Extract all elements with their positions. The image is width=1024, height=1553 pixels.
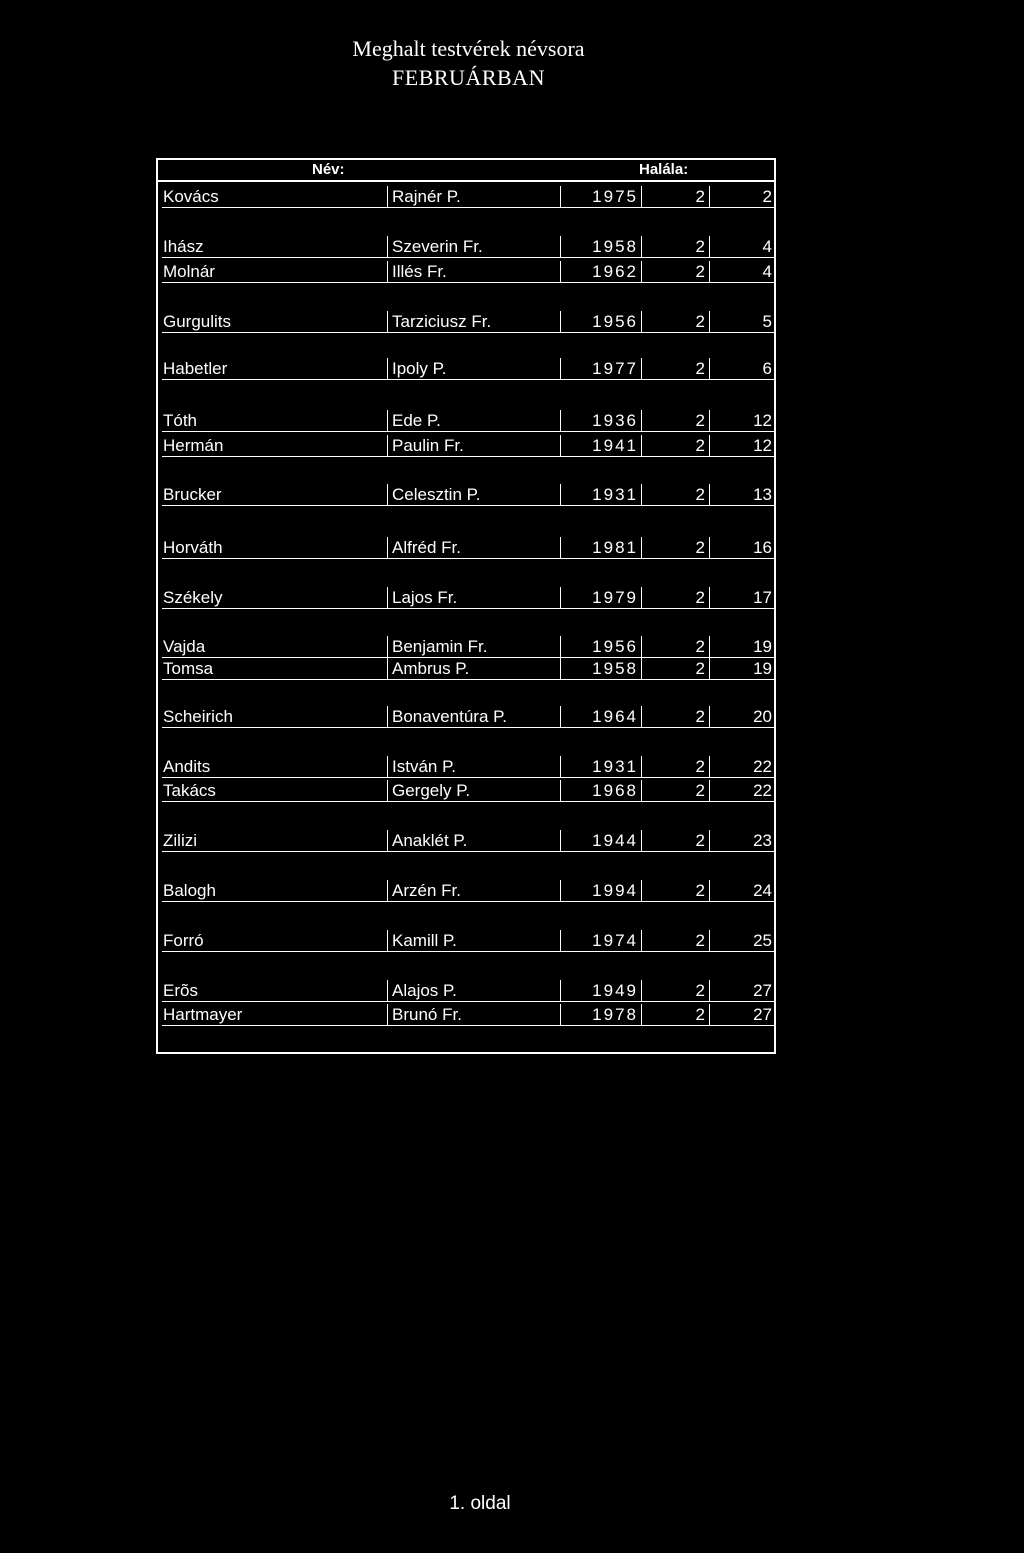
death-month: 2 bbox=[642, 780, 710, 801]
first-name: Tarziciusz Fr. bbox=[387, 311, 560, 332]
first-name: Gergely P. bbox=[387, 780, 560, 801]
table-row bbox=[162, 484, 774, 506]
death-month: 2 bbox=[642, 830, 710, 851]
death-year: 1978 bbox=[560, 1004, 642, 1025]
death-day: 16 bbox=[753, 538, 772, 557]
last-name: Tomsa bbox=[163, 659, 214, 678]
table-row bbox=[162, 186, 774, 208]
death-month: 2 bbox=[642, 636, 710, 657]
first-name: Ede P. bbox=[387, 410, 560, 431]
last-name: Hartmayer bbox=[163, 1005, 243, 1024]
last-name: Vajda bbox=[163, 637, 206, 656]
death-year: 1936 bbox=[560, 410, 642, 431]
last-name: Balogh bbox=[163, 881, 216, 900]
last-name: Gurgulits bbox=[163, 312, 232, 331]
last-name: Tóth bbox=[163, 411, 198, 430]
death-year: 1977 bbox=[560, 358, 642, 379]
death-day: 25 bbox=[753, 931, 772, 950]
death-day: 27 bbox=[753, 1005, 772, 1024]
page-title: Meghalt testvérek névsora bbox=[352, 36, 585, 61]
death-day: 13 bbox=[753, 485, 772, 504]
death-month: 2 bbox=[642, 587, 710, 608]
death-year: 1931 bbox=[560, 756, 642, 777]
table-header bbox=[158, 158, 774, 182]
death-day: 12 bbox=[753, 411, 772, 430]
last-name: Molnár bbox=[163, 262, 215, 281]
table-row bbox=[162, 410, 774, 432]
table-row bbox=[162, 537, 774, 559]
table-row bbox=[162, 435, 774, 457]
first-name: Bonaventúra P. bbox=[387, 706, 560, 727]
death-year: 1979 bbox=[560, 587, 642, 608]
death-month: 2 bbox=[642, 658, 710, 679]
death-day: 2 bbox=[762, 187, 772, 206]
first-name: Illés Fr. bbox=[387, 261, 560, 282]
first-name: Lajos Fr. bbox=[387, 587, 560, 608]
death-day: 4 bbox=[762, 262, 772, 281]
death-day: 4 bbox=[762, 237, 772, 256]
death-month: 2 bbox=[642, 980, 710, 1001]
table-row bbox=[162, 830, 774, 852]
header-death: Halála: bbox=[639, 161, 689, 178]
last-name: Brucker bbox=[163, 485, 222, 504]
table-row bbox=[162, 636, 774, 658]
last-name: Ihász bbox=[163, 237, 204, 256]
death-month: 2 bbox=[642, 930, 710, 951]
death-year: 1964 bbox=[560, 706, 642, 727]
first-name: Anaklét P. bbox=[387, 830, 560, 851]
death-year: 1962 bbox=[560, 261, 642, 282]
death-month: 2 bbox=[642, 261, 710, 282]
death-day: 6 bbox=[762, 359, 772, 378]
death-year: 1958 bbox=[560, 236, 642, 257]
first-name: Ambrus P. bbox=[387, 658, 560, 679]
table-row bbox=[162, 236, 774, 258]
death-month: 2 bbox=[642, 1004, 710, 1025]
table-row bbox=[162, 1004, 774, 1026]
first-name: Celesztin P. bbox=[387, 484, 560, 505]
first-name: Alajos P. bbox=[387, 980, 560, 1001]
first-name: Benjamin Fr. bbox=[387, 636, 560, 657]
death-day: 22 bbox=[753, 781, 772, 800]
death-month: 2 bbox=[642, 756, 710, 777]
death-day: 27 bbox=[753, 981, 772, 1000]
header-name: Név: bbox=[312, 161, 345, 178]
death-month: 2 bbox=[642, 435, 710, 456]
death-month: 2 bbox=[642, 358, 710, 379]
death-year: 1981 bbox=[560, 537, 642, 558]
death-month: 2 bbox=[642, 186, 710, 207]
first-name: Brunó Fr. bbox=[387, 1004, 560, 1025]
last-name: Scheirich bbox=[163, 707, 233, 726]
death-day: 5 bbox=[762, 312, 772, 331]
table-row bbox=[162, 311, 774, 333]
last-name: Kovács bbox=[163, 187, 219, 206]
page-number: 1. oldal bbox=[449, 1493, 511, 1514]
last-name: Habetler bbox=[163, 359, 228, 378]
table-row bbox=[162, 780, 774, 802]
table-row bbox=[162, 930, 774, 952]
first-name: István P. bbox=[387, 756, 560, 777]
table-row bbox=[162, 358, 774, 380]
death-month: 2 bbox=[642, 706, 710, 727]
death-day: 22 bbox=[753, 757, 772, 776]
death-year: 1975 bbox=[560, 186, 642, 207]
page-subtitle: FEBRUÁRBAN bbox=[392, 65, 545, 90]
first-name: Alfréd Fr. bbox=[387, 537, 560, 558]
death-year: 1949 bbox=[560, 980, 642, 1001]
last-name: Forró bbox=[163, 931, 204, 950]
last-name: Horváth bbox=[163, 538, 223, 557]
death-day: 19 bbox=[753, 637, 772, 656]
last-name: Székely bbox=[163, 588, 223, 607]
table-row bbox=[162, 261, 774, 283]
death-year: 1956 bbox=[560, 636, 642, 657]
table-row bbox=[162, 980, 774, 1002]
death-year: 1994 bbox=[560, 880, 642, 901]
table-row bbox=[162, 587, 774, 609]
death-month: 2 bbox=[642, 537, 710, 558]
death-month: 2 bbox=[642, 880, 710, 901]
death-day: 17 bbox=[753, 588, 772, 607]
death-year: 1956 bbox=[560, 311, 642, 332]
table-row bbox=[162, 658, 774, 680]
death-day: 23 bbox=[753, 831, 772, 850]
death-year: 1941 bbox=[560, 435, 642, 456]
death-day: 19 bbox=[753, 659, 772, 678]
last-name: Zilizi bbox=[163, 831, 197, 850]
first-name: Rajnér P. bbox=[387, 186, 560, 207]
death-month: 2 bbox=[642, 311, 710, 332]
last-name: Erõs bbox=[163, 981, 198, 1000]
first-name: Szeverin Fr. bbox=[387, 236, 560, 257]
table-row bbox=[162, 756, 774, 778]
first-name: Kamill P. bbox=[387, 930, 560, 951]
first-name: Arzén Fr. bbox=[387, 880, 560, 901]
death-month: 2 bbox=[642, 484, 710, 505]
deceased-table bbox=[156, 158, 776, 1054]
death-year: 1968 bbox=[560, 780, 642, 801]
death-day: 24 bbox=[753, 881, 772, 900]
last-name: Takács bbox=[163, 781, 216, 800]
last-name: Hermán bbox=[163, 436, 224, 455]
death-day: 12 bbox=[753, 436, 772, 455]
first-name: Ipoly P. bbox=[387, 358, 560, 379]
death-year: 1944 bbox=[560, 830, 642, 851]
death-year: 1958 bbox=[560, 658, 642, 679]
last-name: Andits bbox=[163, 757, 211, 776]
death-day: 20 bbox=[753, 707, 772, 726]
death-year: 1974 bbox=[560, 930, 642, 951]
death-month: 2 bbox=[642, 236, 710, 257]
death-year: 1931 bbox=[560, 484, 642, 505]
table-row bbox=[162, 706, 774, 728]
table-row bbox=[162, 880, 774, 902]
first-name: Paulin Fr. bbox=[387, 435, 560, 456]
death-month: 2 bbox=[642, 410, 710, 431]
